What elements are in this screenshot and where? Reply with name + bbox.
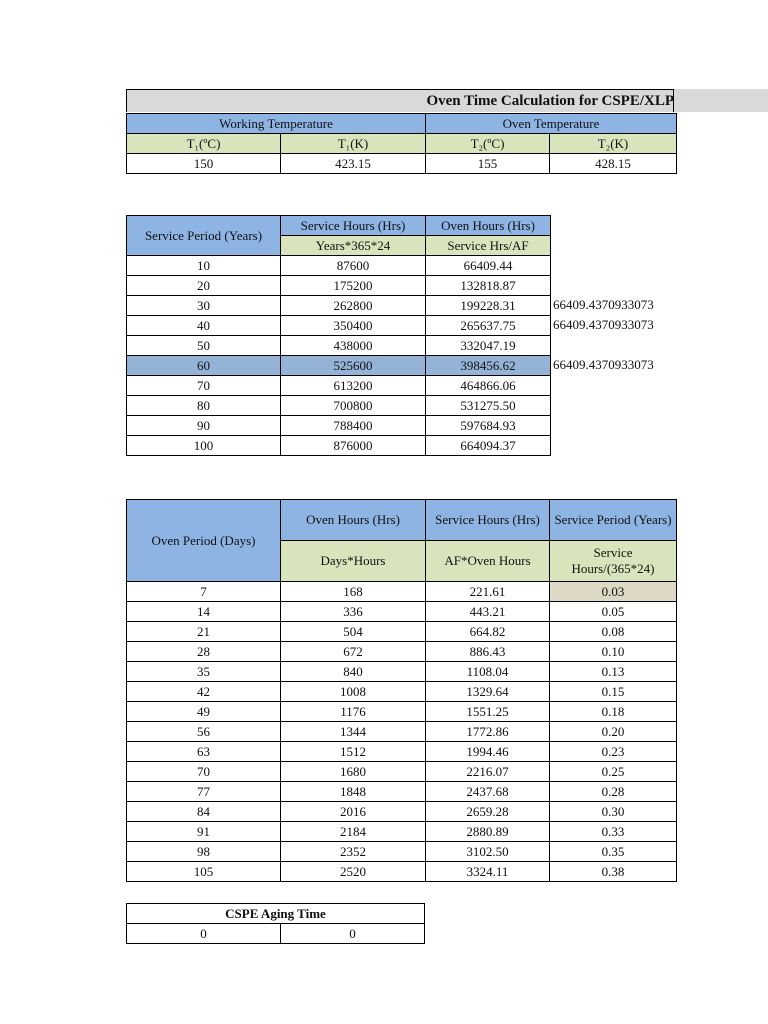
table-cell[interactable]: 2016	[281, 802, 426, 822]
table-cell[interactable]: 597684.93	[426, 416, 551, 436]
service-hours-formula[interactable]: Years*365*24	[281, 236, 426, 256]
table-cell[interactable]: 0.05	[550, 602, 677, 622]
side-value[interactable]: 66409.4370933073	[553, 317, 654, 332]
table-cell[interactable]: 0.13	[550, 662, 677, 682]
table-cell[interactable]: 350400	[281, 316, 426, 336]
table-cell[interactable]: 98	[127, 842, 281, 862]
table-cell[interactable]: 50	[127, 336, 281, 356]
table-row	[127, 582, 677, 602]
table-row	[127, 356, 551, 376]
table-row	[127, 316, 551, 336]
table-cell[interactable]: 77	[127, 782, 281, 802]
service-hours-header[interactable]: Service Hours (Hrs)	[426, 500, 550, 541]
table-cell[interactable]: 63	[127, 742, 281, 762]
table-cell[interactable]: 199228.31	[426, 296, 551, 316]
table-cell[interactable]: 0.18	[550, 702, 677, 722]
oven-period-header[interactable]: Oven Period (Days)	[127, 500, 281, 582]
sheet-title: Oven Time Calculation for CSPE/XLP	[426, 93, 674, 109]
table-cell[interactable]: 0.35	[550, 842, 677, 862]
table-row	[127, 436, 551, 456]
table-cell[interactable]: 10	[127, 256, 281, 276]
table-cell[interactable]: 80	[127, 396, 281, 416]
table-cell[interactable]: 3324.11	[426, 862, 550, 882]
service-period-table	[126, 215, 551, 456]
table-cell[interactable]: 87600	[281, 256, 426, 276]
table-cell[interactable]: 398456.62	[426, 356, 551, 376]
table-cell[interactable]: 21	[127, 622, 281, 642]
table-cell[interactable]: 105	[127, 862, 281, 882]
table-cell[interactable]: 2880.89	[426, 822, 550, 842]
table-cell[interactable]: 2352	[281, 842, 426, 862]
service-period-header[interactable]: Service Period (Years)	[550, 500, 677, 541]
table-cell[interactable]: 84	[127, 802, 281, 822]
table-cell[interactable]: 1551.25	[426, 702, 550, 722]
table-row	[127, 296, 551, 316]
table-cell[interactable]: 7	[127, 582, 281, 602]
table-cell[interactable]: 2216.07	[426, 762, 550, 782]
table-cell[interactable]: 42	[127, 682, 281, 702]
service-period-header[interactable]: Service Period (Years)	[127, 216, 281, 256]
table-cell[interactable]: 1176	[281, 702, 426, 722]
table-cell[interactable]: 28	[127, 642, 281, 662]
table-row	[127, 622, 677, 642]
table-cell[interactable]: 1994.46	[426, 742, 550, 762]
table-row	[127, 682, 677, 702]
t1-kelvin-header[interactable]: T₁(K)	[281, 134, 426, 154]
table-row	[127, 822, 677, 842]
table-row	[127, 276, 551, 296]
t2-celsius-header[interactable]: T₂(ºC)	[426, 134, 550, 154]
table-cell[interactable]: 1344	[281, 722, 426, 742]
table-cell[interactable]: 2437.68	[426, 782, 550, 802]
t2-kelvin-header[interactable]: T₂(K)	[550, 134, 677, 154]
temperature-table	[126, 113, 677, 174]
table-row	[127, 416, 551, 436]
table-cell[interactable]: 70	[127, 762, 281, 782]
working-temperature-header[interactable]: Working Temperature	[127, 114, 426, 134]
table-row	[127, 802, 677, 822]
table-row	[127, 642, 677, 662]
table-cell[interactable]: 91	[127, 822, 281, 842]
table-cell[interactable]: 613200	[281, 376, 426, 396]
table-cell[interactable]: 168	[281, 582, 426, 602]
table-cell[interactable]: 20	[127, 276, 281, 296]
table-cell[interactable]: 0.38	[550, 862, 677, 882]
table-row	[127, 336, 551, 356]
table-cell[interactable]: 336	[281, 602, 426, 622]
table-cell[interactable]: 438000	[281, 336, 426, 356]
table-cell[interactable]: 886.43	[426, 642, 550, 662]
table-cell[interactable]: 0.25	[550, 762, 677, 782]
table-cell[interactable]: 664094.37	[426, 436, 551, 456]
table-cell[interactable]: 40	[127, 316, 281, 336]
service-hours-formula[interactable]: AF*Oven Hours	[426, 541, 550, 582]
table-row	[127, 762, 677, 782]
table-cell[interactable]: 0.33	[550, 822, 677, 842]
table-cell[interactable]: 700800	[281, 396, 426, 416]
table-cell[interactable]: 14	[127, 602, 281, 622]
oven-period-table	[126, 499, 677, 882]
table-cell[interactable]: 464866.06	[426, 376, 551, 396]
table-cell[interactable]: 0.10	[550, 642, 677, 662]
aging-time-table	[126, 903, 425, 944]
table-cell[interactable]: 35	[127, 662, 281, 682]
table-cell[interactable]: 3102.50	[426, 842, 550, 862]
table-cell[interactable]: 60	[127, 356, 281, 376]
table-cell[interactable]: 0.20	[550, 722, 677, 742]
table-cell[interactable]: 49	[127, 702, 281, 722]
t2-kelvin-value[interactable]: 428.15	[550, 154, 677, 174]
oven-hours-header[interactable]: Oven Hours (Hrs)	[426, 216, 551, 236]
t2-celsius-value[interactable]: 155	[426, 154, 550, 174]
table-row	[127, 376, 551, 396]
table-cell[interactable]: 175200	[281, 276, 426, 296]
table-cell[interactable]: 132818.87	[426, 276, 551, 296]
side-value[interactable]: 66409.4370933073	[553, 357, 654, 372]
table-row	[127, 702, 677, 722]
table-cell[interactable]: 504	[281, 622, 426, 642]
table-cell[interactable]: 0.23	[550, 742, 677, 762]
table-cell[interactable]: 30	[127, 296, 281, 316]
table-cell[interactable]: 70	[127, 376, 281, 396]
oven-hours-formula[interactable]: Days*Hours	[281, 541, 426, 582]
table-cell[interactable]: 876000	[281, 436, 426, 456]
table-cell[interactable]: 840	[281, 662, 426, 682]
table-cell[interactable]: 1512	[281, 742, 426, 762]
table-cell[interactable]: 332047.19	[426, 336, 551, 356]
table-row	[127, 782, 677, 802]
table-row	[127, 742, 677, 762]
table-row	[127, 256, 551, 276]
table-cell[interactable]: 0.08	[550, 622, 677, 642]
aging-time-title[interactable]: CSPE Aging Time	[127, 904, 425, 924]
t1-celsius-header[interactable]: T₁(ºC)	[127, 134, 281, 154]
table-cell[interactable]: 1108.04	[426, 662, 550, 682]
side-value[interactable]: 66409.4370933073	[553, 297, 654, 312]
table-row	[127, 842, 677, 862]
table-cell[interactable]: 788400	[281, 416, 426, 436]
table-cell[interactable]: 1008	[281, 682, 426, 702]
table-cell[interactable]: 1329.64	[426, 682, 550, 702]
t1-celsius-value[interactable]: 150	[127, 154, 281, 174]
table-cell[interactable]: 1848	[281, 782, 426, 802]
table-cell[interactable]: 262800	[281, 296, 426, 316]
aging-time-value[interactable]: 0	[281, 924, 425, 944]
table-cell[interactable]: 672	[281, 642, 426, 662]
oven-temperature-header[interactable]: Oven Temperature	[426, 114, 677, 134]
table-cell[interactable]: 531275.50	[426, 396, 551, 416]
table-cell[interactable]: 100	[127, 436, 281, 456]
table-row	[127, 662, 677, 682]
table-row	[127, 722, 677, 742]
table-cell[interactable]: 664.82	[426, 622, 550, 642]
table-cell[interactable]: 66409.44	[426, 256, 551, 276]
table-cell[interactable]: 1680	[281, 762, 426, 782]
table-cell[interactable]: 56	[127, 722, 281, 742]
t1-kelvin-value[interactable]: 423.15	[281, 154, 426, 174]
table-cell[interactable]: 525600	[281, 356, 426, 376]
table-row	[127, 862, 677, 882]
table-cell[interactable]: 1772.86	[426, 722, 550, 742]
oven-hours-header[interactable]: Oven Hours (Hrs)	[281, 500, 426, 541]
table-cell[interactable]: 2184	[281, 822, 426, 842]
service-hours-header[interactable]: Service Hours (Hrs)	[281, 216, 426, 236]
table-cell[interactable]: 265637.75	[426, 316, 551, 336]
table-row	[127, 396, 551, 416]
table-cell[interactable]: 2520	[281, 862, 426, 882]
service-period-formula[interactable]: Service Hours/(365*24)	[550, 541, 677, 582]
table-cell[interactable]: 221.61	[426, 582, 550, 602]
table-cell[interactable]: 443.21	[426, 602, 550, 622]
table-row	[127, 602, 677, 622]
table-cell[interactable]: 0.15	[550, 682, 677, 702]
table-cell[interactable]: 2659.28	[426, 802, 550, 822]
table-cell[interactable]: 0.03	[550, 582, 677, 602]
table-cell[interactable]: 0.30	[550, 802, 677, 822]
table-cell[interactable]: 90	[127, 416, 281, 436]
aging-time-value[interactable]: 0	[127, 924, 281, 944]
table-cell[interactable]: 0.28	[550, 782, 677, 802]
oven-hours-formula[interactable]: Service Hrs/AF	[426, 236, 551, 256]
